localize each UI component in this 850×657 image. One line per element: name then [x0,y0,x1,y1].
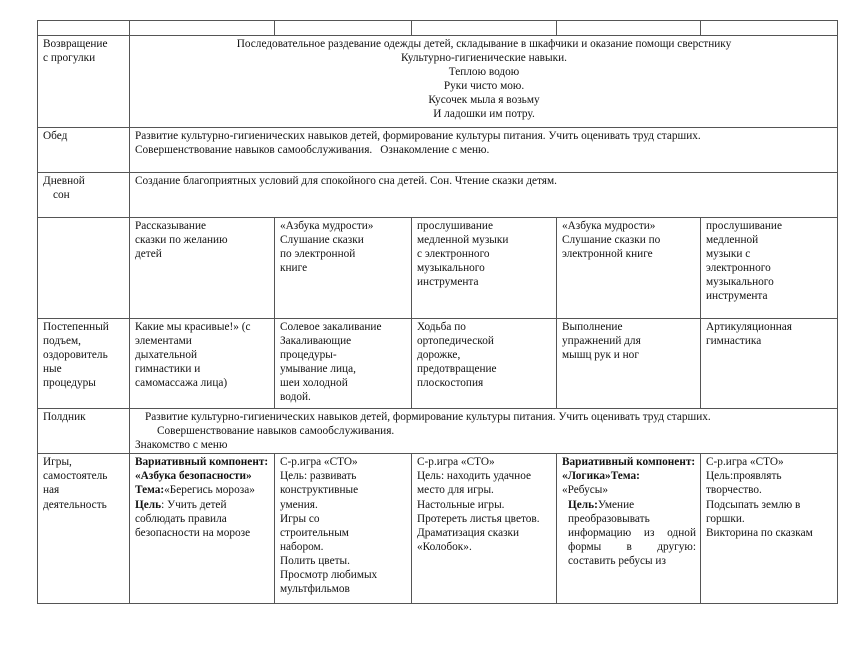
label-line: Дневной [43,175,85,187]
row-label [38,319,130,409]
cell-line: умывание лица, [280,363,356,376]
cell-line: гимнастика [706,335,762,348]
cell-line: «Азбука мудрости» [280,220,374,232]
schedule-table [37,20,838,604]
content-line: Знакомство с меню [135,439,228,452]
cell-line: творчество. [706,484,762,497]
header-cell [701,21,838,36]
cell-line: музыкального [417,262,485,275]
cell-line: шеи холодной [280,377,348,390]
label-line: ная [43,484,60,497]
content-line [135,143,833,157]
cell-line: Рассказывание [135,220,207,232]
label-line: самостоятель [43,470,108,483]
wakeup-cell [275,319,412,409]
goal-text: : Учить детей соблюдать правила безопасности на морозе [135,498,251,539]
row-label: Обед [38,128,130,173]
cell-line: место для игры. [417,484,494,497]
cell-line: электронного [706,262,771,275]
cell-line: элементами [135,335,192,348]
row-lunch [38,128,838,173]
cell-line: Полить цветы. [280,554,350,567]
wakeup-cell [130,319,275,409]
cell-line: дыхательной [135,349,198,362]
cell-line: упражнений для [562,335,641,348]
wakeup-cell [701,319,838,409]
wakeup-cell [557,319,701,409]
cell-line: Просмотр любимых [280,569,378,582]
header-cell [38,21,130,36]
cell-line: Какие мы красивые!» (с [135,321,251,333]
label-line: процедуры [43,377,96,390]
cell-line: самомассажа лица) [135,377,228,390]
poem-line: Кусочек мыла я возьму [428,94,540,107]
cell-line: Настольные игры. [417,498,505,511]
header-cell [557,21,701,36]
header-cell [412,21,557,36]
label-line: Возвращение [43,38,108,50]
content-line: Культурно-гигиенические навыки. [401,52,567,65]
cell-line: Цель: развивать [280,470,357,483]
cell-line: детей [135,248,162,261]
row-label: Полдник [38,409,130,454]
cell-line: дорожке, [417,349,461,362]
header-row [38,21,838,36]
cell-line: Ходьба по [417,321,466,333]
header-cell [275,21,412,36]
bold-heading: «Азбука безопасности» [135,470,252,483]
cell-line: Протереть листья цветов. [417,512,540,525]
goal-label: Цель [135,498,162,511]
cell-line: прослушивание [417,220,493,232]
cell-line: Артикуляционная [706,321,792,333]
goal-label: Цель: [568,498,598,511]
cell-line: предотвращение [417,363,497,376]
content-line: Развитие культурно-гигиенических навыков детей, формирование культуры питания. Учить оценивать труд старших. [145,411,711,423]
return-content [130,36,838,128]
bold-heading: «Логика»Тема: [562,470,640,483]
cell-line: строительным [280,526,349,539]
cell-line: гимнастики и [135,363,201,376]
content-line: Совершенствование навыков самообслуживания. [157,425,395,438]
cell-line: медленной [706,234,759,247]
row-snack [38,409,838,454]
bold-heading: Вариативный компонент: [135,456,269,469]
label-line: Постепенный [43,321,109,333]
games-cell-safety [130,454,275,604]
poem-line: Руки чисто мою. [443,80,525,93]
cell-line: плоскостопия [417,377,484,390]
cell-line: сказки по желанию [135,234,228,247]
row-wakeup [38,319,838,409]
games-cell [412,454,557,604]
content-text: Совершенствование навыков самообслуживания. [135,144,373,157]
cell-line: музыкального [706,276,774,289]
cell-line: набором. [280,540,324,553]
row-nap [38,173,838,218]
games-cell [275,454,412,604]
snack-content [130,409,838,454]
cell-line: Игры со [280,512,320,525]
row-games [38,454,838,604]
header-cell [130,21,275,36]
cell-line: с электронного [417,248,490,261]
cell-line: Слушание сказки [280,234,364,247]
cell-line: Викторина по сказкам [706,526,813,539]
bold-heading: Вариативный компонент: [562,456,696,469]
cell-line: Закаливающие [280,335,352,348]
cell-line: Слушание сказки по [562,234,661,247]
row-reading [38,218,838,319]
topic-text: «Берегись мороза» [164,484,255,497]
row-label [38,36,130,128]
content-line: Развитие культурно-гигиенических навыков детей, формирование культуры питания. Учить оценивать труд старших. [135,130,701,142]
topic-text: «Ребусы» [562,484,609,497]
reading-cell [275,218,412,319]
cell-line: по электронной [280,248,356,261]
wakeup-cell [412,319,557,409]
reading-cell [701,218,838,319]
poem-line: Теплою водою [448,66,520,79]
games-cell [701,454,838,604]
cell-line: инструмента [706,290,768,303]
label-line: ные [43,363,62,376]
poem-line: И ладошки им потру. [433,108,535,121]
games-cell-logic [557,454,701,604]
topic-label: Тема: [135,484,165,497]
cell-line: мышц рук и ног [562,349,639,362]
cell-line: Цель: находить удачное [417,470,532,483]
goal-text: Умение преобразовывать информацию из одной формы в другую: составить ребусы из [568,498,696,567]
cell-line: медленной музыки [417,234,509,247]
row-label [38,454,130,604]
row-label [38,173,130,218]
row-return-from-walk [38,36,838,128]
cell-line: книге [280,262,308,275]
cell-line: конструктивные [280,484,359,497]
cell-line: процедуры- [280,349,337,362]
cell-line: ортопедической [417,335,494,348]
cell-line: электронной книге [562,248,653,261]
content-text: Ознакомление с меню. [380,144,490,157]
cell-line: «Колобок». [417,540,472,553]
reading-cell [557,218,701,319]
label-line: подъем, [43,335,81,348]
cell-line: водой. [280,391,311,404]
cell-line: Драматизация сказки [417,526,520,539]
reading-cell [130,218,275,319]
cell-line: горшки. [706,512,745,525]
cell-line: музыки с [706,248,751,261]
cell-line: инструмента [417,276,479,289]
cell-line: С-р.игра «СТО» [706,456,784,469]
label-line: с прогулки [43,52,96,65]
row-label [38,218,130,319]
cell-line: С-р.игра «СТО» [417,456,495,469]
cell-line: мультфильмов [280,583,350,596]
cell-line: С-р.игра «СТО» [280,456,358,469]
label-line: Игры, [43,456,72,469]
cell-line: Выполнение [562,321,623,333]
reading-cell [412,218,557,319]
label-line: сон [53,189,70,202]
cell-line: прослушивание [706,220,782,232]
content-line: Последовательное раздевание одежды детей, складывание в шкафчики и оказание помощи сверстнику [236,38,732,50]
nap-content: Создание благоприятных условий для спокойного сна детей. Сон. Чтение сказки детям. [130,173,838,218]
label-line: оздоровитель [43,349,108,362]
label-line: деятельность [43,498,107,511]
cell-line: Солевое закаливание [280,321,382,333]
lunch-content [130,128,838,173]
cell-line: Подсыпать землю в [706,498,801,511]
cell-line: умения. [280,498,318,511]
cell-line: «Азбука мудрости» [562,220,656,232]
cell-line: Цель:проявлять [706,470,782,483]
